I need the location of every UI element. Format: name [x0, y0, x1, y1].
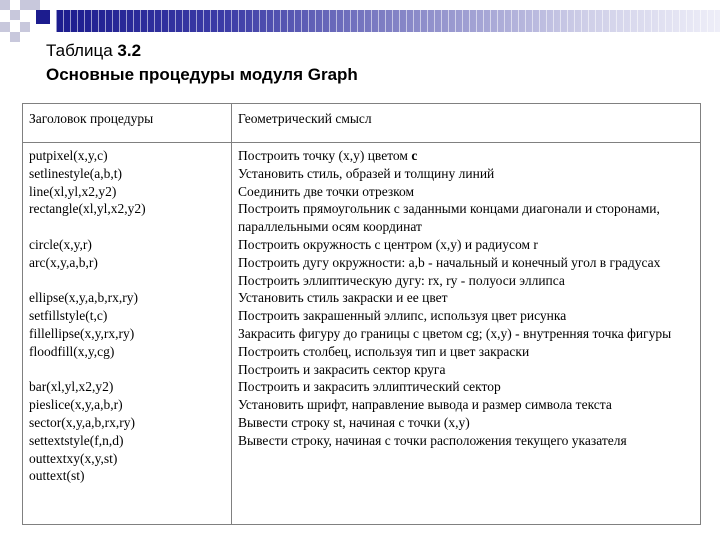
meaning-item [238, 325, 694, 343]
table-header-row [23, 104, 701, 143]
meaning-text: Построить закрашенный эллипс, используя цвет рисунка [238, 308, 567, 324]
meaning-text: Построить эллиптическую дугу: rx, ry - полуоси эллипса [238, 272, 565, 288]
header-banner [0, 0, 720, 42]
meaning-text: Закрасить фигуру до границы с цветом cg; (x,y) - внутренняя точка фигуры [238, 325, 672, 341]
decor-square [20, 22, 30, 32]
decor-square [36, 10, 50, 24]
procedure-item: arc(x,y,a,b,r) [29, 254, 98, 270]
meaning-text: Установить стиль, образей и толщину линий [238, 165, 495, 181]
meaning-text: Построить точку (x,y) цветом [238, 148, 412, 163]
meaning-item [238, 147, 694, 165]
procedure-item: fillellipse(x,y,rx,ry) [29, 325, 135, 341]
decor-square [0, 0, 10, 10]
header-stripe [56, 10, 720, 32]
procedure-item: outtextxy(x,y,st) [29, 450, 118, 466]
procedure-item: setlinestyle(a,b,t) [29, 165, 122, 181]
meaning-text: Вывести строку, начиная с точки расположения текущего указателя [238, 432, 627, 448]
meaning-item [238, 183, 694, 201]
list-gap [29, 272, 225, 290]
header-meaning: Геометрический смысл [232, 104, 701, 143]
meaning-item [238, 361, 694, 379]
meaning-item [238, 396, 694, 414]
procedure-item: rectangle(xl,yl,x2,y2) [29, 201, 146, 217]
meaning-item [238, 200, 694, 236]
table-body-row [23, 143, 701, 525]
meaning-item [238, 307, 694, 325]
meaning-text: Построить дугу окружности: a,b - начальный и конечный угол в градусах [238, 254, 661, 270]
procedure-item: outtext(st) [29, 468, 85, 484]
procedure-item: pieslice(x,y,a,b,r) [29, 397, 123, 413]
procedure-item: sector(x,y,a,b,rx,ry) [29, 414, 135, 430]
list-gap [29, 218, 225, 236]
procedure-item: bar(xl,yl,x2,y2) [29, 379, 114, 395]
meaning-text: Построить столбец, используя тип и цвет закраски [238, 343, 530, 359]
procedure-item: floodfill(x,y,cg) [29, 343, 115, 359]
procedure-item: putpixel(x,y,c) [29, 148, 108, 163]
meaning-text: Соединить две точки отрезком [238, 183, 415, 199]
procedures-table [22, 103, 701, 525]
decor-square [0, 22, 10, 32]
meaning-item [238, 236, 694, 254]
meaning-text: Построить и закрасить эллиптический сектор [238, 379, 501, 395]
procedure-item: circle(x,y,r) [29, 236, 92, 252]
procedure-item: ellipse(x,y,a,b,rx,ry) [29, 290, 138, 306]
decor-square [10, 10, 20, 20]
decor-square [20, 0, 30, 10]
procedure-item: line(xl,yl,x2,y2) [29, 183, 117, 199]
meaning-item [238, 165, 694, 183]
meaning-item [238, 272, 694, 290]
meaning-item [238, 378, 694, 396]
meaning-list [232, 143, 701, 525]
meaning-item [238, 343, 694, 361]
decor-square [10, 32, 20, 42]
meaning-item [238, 432, 694, 450]
meaning-text: Вывести строку st, начиная с точки (x,y) [238, 414, 470, 430]
procedure-item: setfillstyle(t,c) [29, 308, 108, 324]
title-prefix: Таблица [46, 41, 113, 60]
meaning-text: Построить прямоугольник с заданными концами диагонали и сторонами, параллельными осям координат [238, 201, 660, 235]
decor-square [30, 0, 40, 10]
title-line [46, 39, 358, 63]
meaning-item [238, 289, 694, 307]
table-number: 3.2 [117, 41, 142, 60]
meaning-text: Установить шрифт, направление вывода и размер символа текста [238, 397, 612, 413]
header-procedure: Заголовок процедуры [23, 104, 232, 143]
procedure-item: settextstyle(f,n,d) [29, 432, 124, 448]
meaning-item [238, 414, 694, 432]
meaning-text: Установить стиль закраски и ее цвет [238, 290, 448, 306]
list-gap [29, 361, 225, 379]
slide-title [46, 39, 358, 87]
meaning-item [238, 254, 694, 272]
procedure-list [23, 143, 232, 525]
meaning-text: Построить окружность с центром (x,y) и радиусом r [238, 236, 538, 252]
meaning-bold: c [411, 148, 418, 163]
title-subtitle: Основные процедуры модуля Graph [46, 65, 358, 84]
meaning-text: Построить и закрасить сектор круга [238, 361, 446, 377]
